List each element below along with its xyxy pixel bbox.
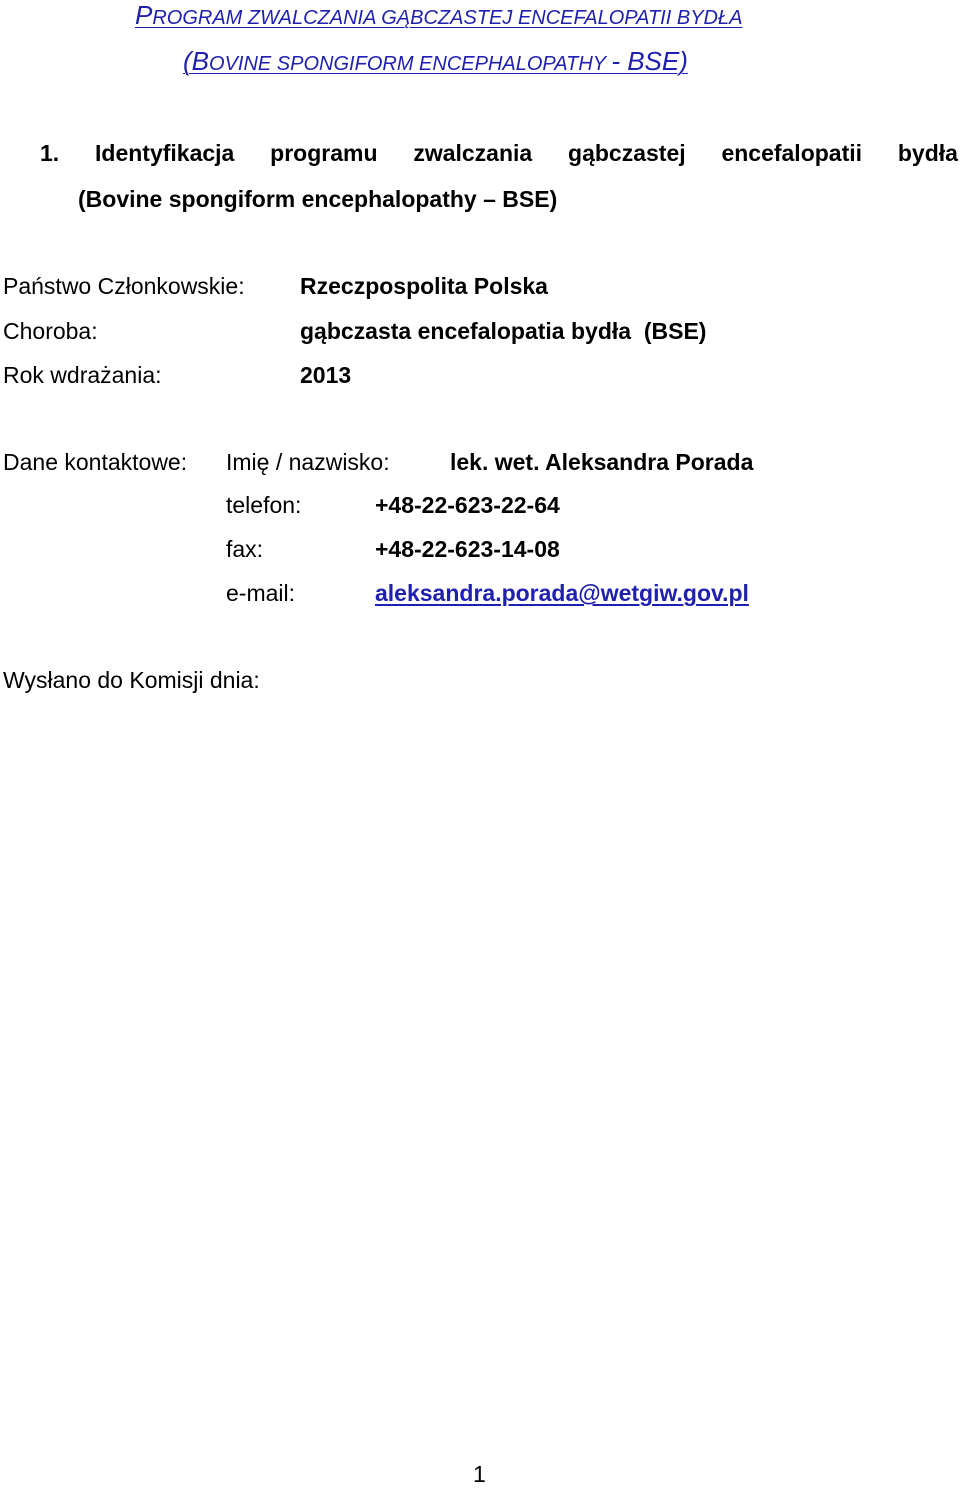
disease-value: gąbczasta encefalopatia bydła (BSE)	[300, 318, 707, 344]
contact-name-label: Imię / nazwisko:	[226, 449, 390, 475]
heading-word: programu	[270, 140, 378, 166]
document-title-line2: (BOVINE SPONGIFORM ENCEPHALOPATHY - BSE)	[183, 46, 688, 76]
page-number: 1	[473, 1461, 486, 1487]
heading-word: bydła	[897, 140, 958, 166]
contact-email-label: e-mail:	[226, 580, 296, 606]
year-label: Rok wdrażania:	[3, 362, 162, 388]
contact-name-value: lek. wet. Aleksandra Porada	[450, 449, 754, 475]
member-state-label: Państwo Członkowskie:	[3, 273, 245, 299]
heading-word: encefalopatii	[721, 140, 863, 166]
contact-phone-value: +48-22-623-22-64	[375, 492, 560, 518]
heading-word: zwalczania	[413, 140, 533, 166]
section-number: 1.	[40, 140, 60, 166]
section-heading-line1	[40, 140, 958, 167]
section-heading-line2: (Bovine spongiform encephalopathy – BSE)	[78, 186, 558, 212]
heading-word: Identyfikacja	[95, 140, 235, 166]
contact-fax-value: +48-22-623-14-08	[375, 536, 560, 562]
document-title-line1: PROGRAM ZWALCZANIA GĄBCZASTEJ ENCEFALOPATII BYDŁA	[135, 0, 743, 30]
sent-to-commission-label: Wysłano do Komisji dnia:	[3, 667, 260, 693]
contact-phone-label: telefon:	[226, 492, 302, 518]
contact-fax-label: fax:	[226, 536, 264, 562]
contact-email-link[interactable]: aleksandra.porada@wetgiw.gov.pl	[375, 580, 749, 606]
year-value: 2013	[300, 362, 352, 388]
heading-word: gąbczastej	[568, 140, 686, 166]
member-state-value: Rzeczpospolita Polska	[300, 273, 548, 299]
disease-label: Choroba:	[3, 318, 98, 344]
contact-section-label: Dane kontaktowe:	[3, 449, 188, 475]
